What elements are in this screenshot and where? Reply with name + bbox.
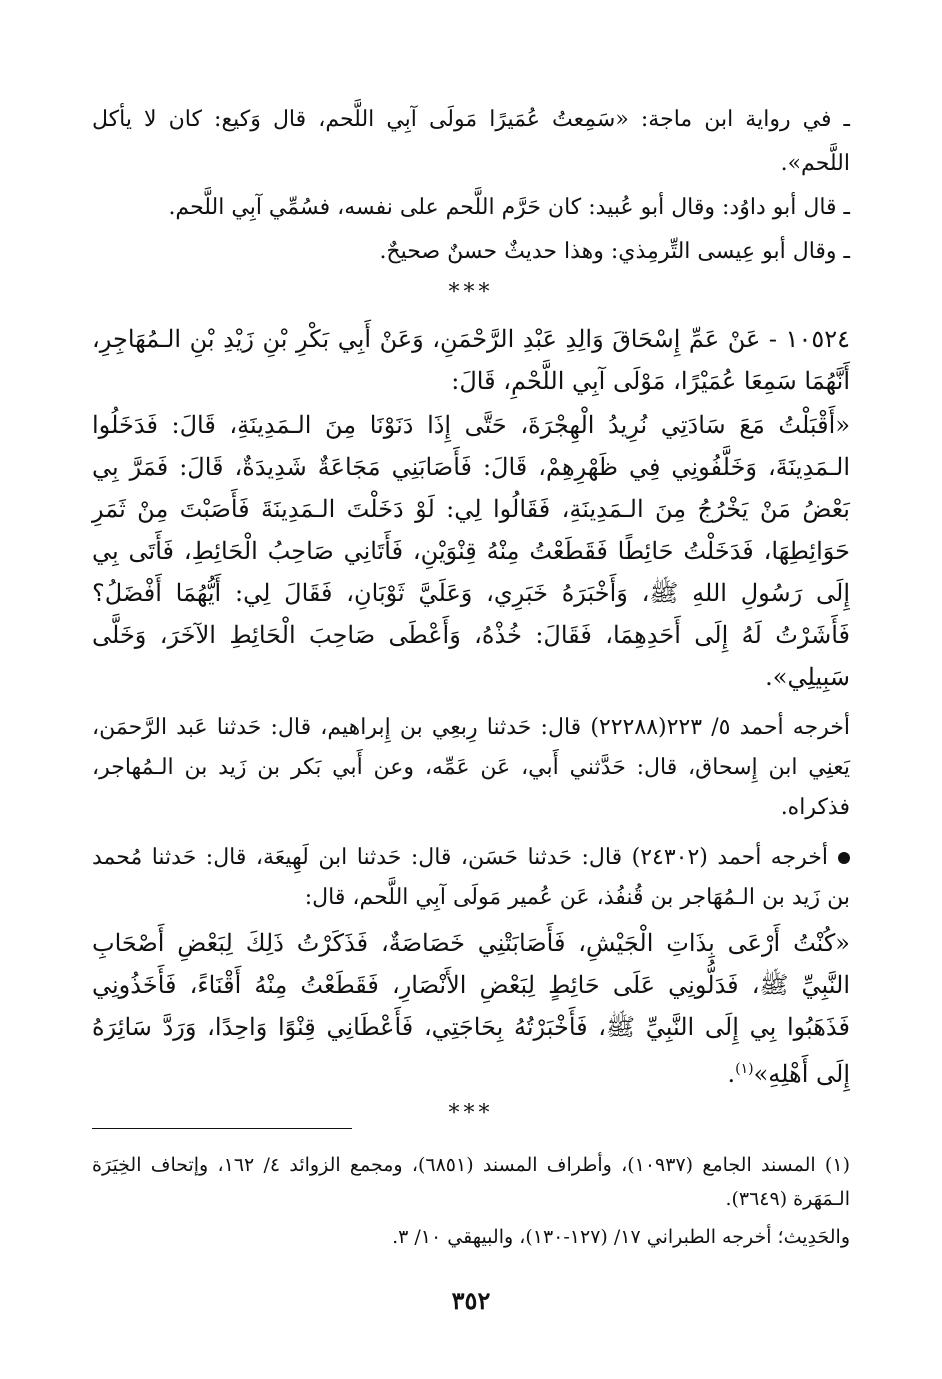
takhrij-ahmad-1: أخرجه أحمد ٥/ ٢٢٣(٢٢٢٨٨) قال: حَدثنا رِبعِي بن إِبراهيم، قال: حَدثنا عَبد الرَّحمَن، يَعنِي ابن إِسحاق، قال: حَدَّثني أَبي، عَن عَمِّه، وعن أَبي بَكر بن زَيد بن الـمُهاجر، فذكراه.: [92, 715, 851, 820]
second-matn-end: .: [727, 1060, 736, 1088]
second-matn-text: «كُنْتُ أَرْعَى بِذَاتِ الْجَيْشِ، فَأَصَابَتْنِي خَصَاصَةٌ، فَذَكَرْتُ ذَلِكَ لِبَعْضِ أَصْحَابِ النَّبِيِّ ﷺ، فَدَلُّونِي عَلَى حَائِطٍ لِبَعْضِ الأَنْصَارِ، فَقَطَعْتُ مِنْهُ أَقْنَاءً، فَأَخَذُونِي فَذَهَبُوا بِي إِلَى النَّبِيِّ ﷺ، فَأَخْبَرْتُهُ بِحَاجَتِي، فَأَعْطَانِي قِنْوًا وَاحِدًا، وَرَدَّ سَائِرَهُ إِلَى أَهْلِهِ»: [92, 929, 851, 1088]
section-separator: ***: [448, 280, 494, 305]
hadith-header: [92, 318, 850, 402]
hadith-isnad: - عَنْ عَمِّ إِسْحَاقَ وَالِدِ عَبْدِ الرَّحْمَنِ، وَعَنْ أَبِي بَكْرِ بْنِ زَيْدِ بْنِ الـمُهَاجِرِ، أَنَّهُمَا سَمِعَا عُمَيْرًا، مَوْلَى آبِي اللَّحْمِ، قَالَ:: [92, 325, 850, 395]
takhrij-ahmad-2: [92, 838, 850, 918]
footnote-divider: [92, 1128, 352, 1129]
hadith-matn: «أَقْبَلْتُ مَعَ سَادَتِي نُرِيدُ الْهِجْرَةَ، حَتَّى إِذَا دَنَوْنَا مِنَ الـمَدِينَةِ، قَالَ: فَدَخَلُوا الـمَدِينَةَ، وَخَلَّفُونِي فِي ظَهْرِهِمْ، قَالَ: فَأَصَابَنِي مَجَاعَةٌ شَدِيدَةٌ، قَالَ: فَمَرَّ بِي بَعْضُ مَنْ يَخْرُجُ مِنَ الـمَدِينَةِ، فَقَالُوا لِي: لَوْ دَخَلْتَ الـمَدِينَةَ فَأَصَبْتَ مِنْ ثَمَرِ حَوَائِطِهَا، فَدَخَلْتُ حَائِطًا فَقَطَعْتُ مِنْهُ قِنْوَيْنِ، فَأَتَانِي صَاحِبُ الْحَائِطِ، فَأَتَى بِي إِلَى رَسُولِ اللهِ ﷺ، وَأَخْبَرَهُ خَبَرِي، وَعَلَيَّ ثَوْبَانِ، فَقَالَ لِي: أَيُّهُمَا أَفْضَلُ؟ فَأَشَرْتُ لَهُ إِلَى أَحَدِهِمَا، فَقَالَ: خُذْهُ، وَأَعْطَى صَاحِبَ الْحَائِطِ الآخَرَ، وَخَلَّى سَبِيلِي».: [92, 411, 851, 691]
takhrij-ahmad-2-text: أخرجه أحمد (٢٤٣٠٢) قال: حَدثنا حَسَن، قال: حَدثنا ابن لَهِيعَة، قال: حَدثنا مُحمد بن زَيد بن الـمُهَاجر بن قُنفُذ، عَن عُمير مَولَى آبِي اللَّحم، قال:: [92, 845, 850, 910]
bullet-icon: [838, 852, 850, 864]
hadith-number: ١٠٥٢٤: [785, 325, 850, 353]
footnote-1: (١) المسند الجامع (١٠٩٣٧)، وأطراف المسند (٦٨٥١)، ومجمع الزوائد ٤/ ١٦٢، وإتحاف الخِيَرَة الـمَهَرة (٣٦٤٩).: [92, 1154, 850, 1210]
page: [92, 98, 850, 1379]
footnotes: [92, 1148, 850, 1254]
intro-notes: [92, 98, 850, 274]
section-separator-2: ***: [448, 1101, 494, 1126]
second-matn: [92, 922, 850, 1095]
footnote-reference[interactable]: (١): [735, 1061, 754, 1077]
intro-line-ibn-majah: ـ في رواية ابن ماجة: «سَمِعتُ عُمَيرًا مَولَى آبِي اللَّحم، قال وَكيع: كان لا يأكل اللَّحم».: [92, 107, 850, 176]
footnote-2: والحَدِيث؛ أخرجه الطبراني ١٧/ (١٢٧-١٣٠)، والبيهقي ١٠/ ٣.: [392, 1226, 850, 1248]
intro-line-tirmidhi: ـ وقال أبو عِيسى التِّرمِذي: وهذا حديثٌ حسنٌ صحيحٌ.: [379, 239, 850, 264]
page-number: ٣٥٢: [451, 1286, 491, 1315]
intro-line-abu-dawud: ـ قال أبو داوُد: وقال أبو عُبيد: كان حَرَّم اللَّحم على نفسه، فسُمِّي آبِي اللَّحم.: [168, 195, 850, 220]
